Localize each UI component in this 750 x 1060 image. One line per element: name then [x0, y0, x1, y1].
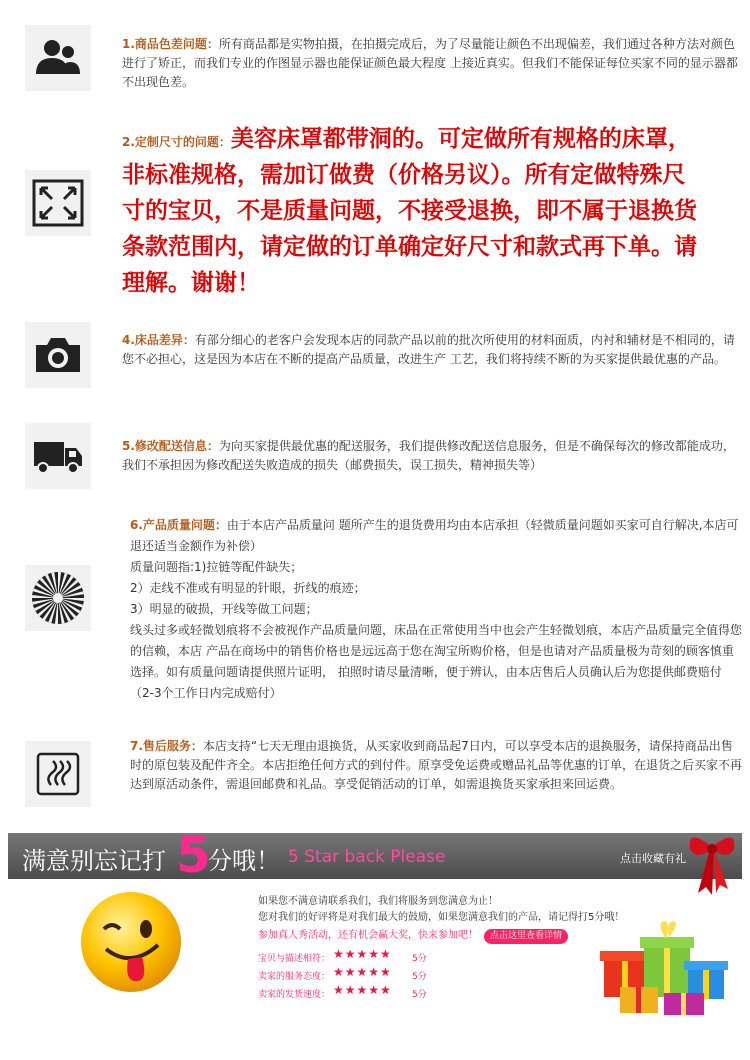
section-line: 线头过多或轻微划痕将不会被视作产品质量问题，床品在正常使用当中也会产生轻微划痕，本店产品质量完全值得您的信赖，本店 产品在商场中的销售价格也是远远高于您在淘宝所购价格，但是也请对产品质量极为苛刻的顾客慎重选择。如有质量问题请提供照片证明， 拍照时请尽量清晰，便于辨认，由本店售后人员确认后为您提供邮费赔付（2-3个工作日内完成赔付）	[130, 623, 743, 700]
section-title: 4.床品差异：	[122, 333, 195, 347]
section-line: 理解。谢谢！	[122, 270, 260, 296]
rating-label: 卖家的服务态度：	[258, 972, 331, 982]
rating-label: 卖家的发货速度：	[258, 990, 331, 1000]
rating-stars: ★★★★★	[333, 947, 392, 961]
rating-stars: ★★★★★	[333, 965, 392, 979]
section-body: 本店支持“七天无理由退换货，从买家收到商品起7日内，可以享受本店的退换服务，请保持商品出售时的原包装及配件齐全。本店拒绝任何方式的到付件。原享受免运费或赠品礼品等优惠的订单，在退货之后买家不再达到原活动条件，需退回邮费和礼品。享受促销活动的订单，如需退换货买家承担来回运费。	[130, 739, 743, 791]
sunburst-icon	[25, 565, 91, 631]
rating-score: 5分	[412, 954, 427, 964]
section-line: 2）走线不准或有明显的针眼，折线的痕迹；	[130, 581, 366, 595]
banner-line-2: 您对我们的好评将是对我们最大的鼓励，如果您满意我们的产品，请记得打5分哦！	[258, 912, 625, 923]
section-title: 2.定制尺寸的问题：	[122, 135, 231, 149]
banner-line-1: 如果您不满意请联系我们，我们将服务到您满意为止！	[258, 896, 498, 907]
section-line: 由于本店产品质量问 题所产生的退货费用均由本店承担（轻微质量问题如买家可自行解决,本店可退还适当金额作为补偿）	[130, 518, 739, 553]
rating-banner	[0, 827, 750, 1060]
section-title: 1.商品色差问题：	[122, 37, 219, 51]
expand-icon	[25, 170, 91, 236]
sunburst-center	[53, 593, 63, 603]
section-text	[122, 121, 742, 301]
users-icon	[25, 25, 91, 91]
section-title: 5.修改配送信息：	[122, 439, 219, 453]
section-text	[122, 437, 740, 475]
truck-icon	[25, 423, 91, 489]
detail-button[interactable]: 点击这里查看详情	[484, 929, 568, 944]
section-line: 条款范围内，请定做的订单确定好尺寸和款式再下单。请	[122, 234, 697, 260]
section-line: 美容床罩都带洞的。可定做所有规格的床罩，	[230, 126, 691, 152]
banner-english: 5 Star back Please	[288, 847, 446, 867]
rating-score: 5分	[412, 990, 427, 1000]
gift-bow-icon	[682, 827, 742, 897]
rating-score: 5分	[412, 972, 427, 982]
banner-title-a: 满意别忘记打	[22, 847, 166, 875]
rating-stars: ★★★★★	[333, 983, 392, 997]
banner-line-3	[258, 928, 568, 944]
section-body: 为向买家提供最优惠的配送服务，我们提供修改配送信息服务，但是不确保每次的修改都能成功，我们不承担因为修改配送失败造成的损失（邮费损失，误工损失，精神损失等）	[122, 439, 735, 472]
banner-bar	[8, 826, 742, 884]
section-title: 7.售后服务：	[130, 739, 203, 753]
section-text	[122, 35, 740, 92]
banner-title-b: 分哦！	[208, 847, 280, 875]
section-line: 3）明显的破损，开线等做工问题；	[130, 602, 318, 616]
section-line: 非标准规格，需加订做费（价格另议）。所有定做特殊尺	[122, 162, 686, 188]
section-text	[122, 331, 740, 369]
rating-label: 宝贝与描述相符：	[258, 954, 331, 964]
smiley-icon	[76, 887, 186, 997]
camera-icon	[25, 322, 91, 388]
section-line: 寸的宝贝，不是质量问题，不接受退换，即不属于退换货	[122, 198, 697, 224]
activity-text: 参加真人秀活动，还有机会赢大奖，快来参加吧！	[258, 930, 478, 941]
section-body: 所有商品都是实物拍摄，在拍摄完成后，为了尽量能让颜色不出现偏差，我们通过各种方法对颜色进行了矫正，而我们专业的作图显示器也能保证颜色最大程度 上接近真实。但我们不能保证每位买家不同的显示器都不出现色差。	[122, 37, 738, 89]
favorite-link[interactable]: 点击收藏有礼	[620, 852, 686, 865]
section-line: 质量问题指:1)拉链等配件缺失；	[130, 560, 303, 574]
section-title: 6.产品质量问题：	[130, 518, 227, 532]
banner-five: 5	[176, 826, 211, 884]
steam-icon	[25, 741, 91, 807]
gift-boxes-icon	[596, 909, 736, 1019]
section-body: 有部分细心的老客户会发现本店的同款产品以前的批次所使用的材料面质，内衬和辅材是不相同的，请您不必担心，这是因为本店在不断的提高产品质量，改进生产 工艺，我们将持续不断的为买家提供最优惠的产品。	[122, 333, 735, 366]
section-text	[130, 515, 742, 704]
section-text	[130, 737, 742, 794]
